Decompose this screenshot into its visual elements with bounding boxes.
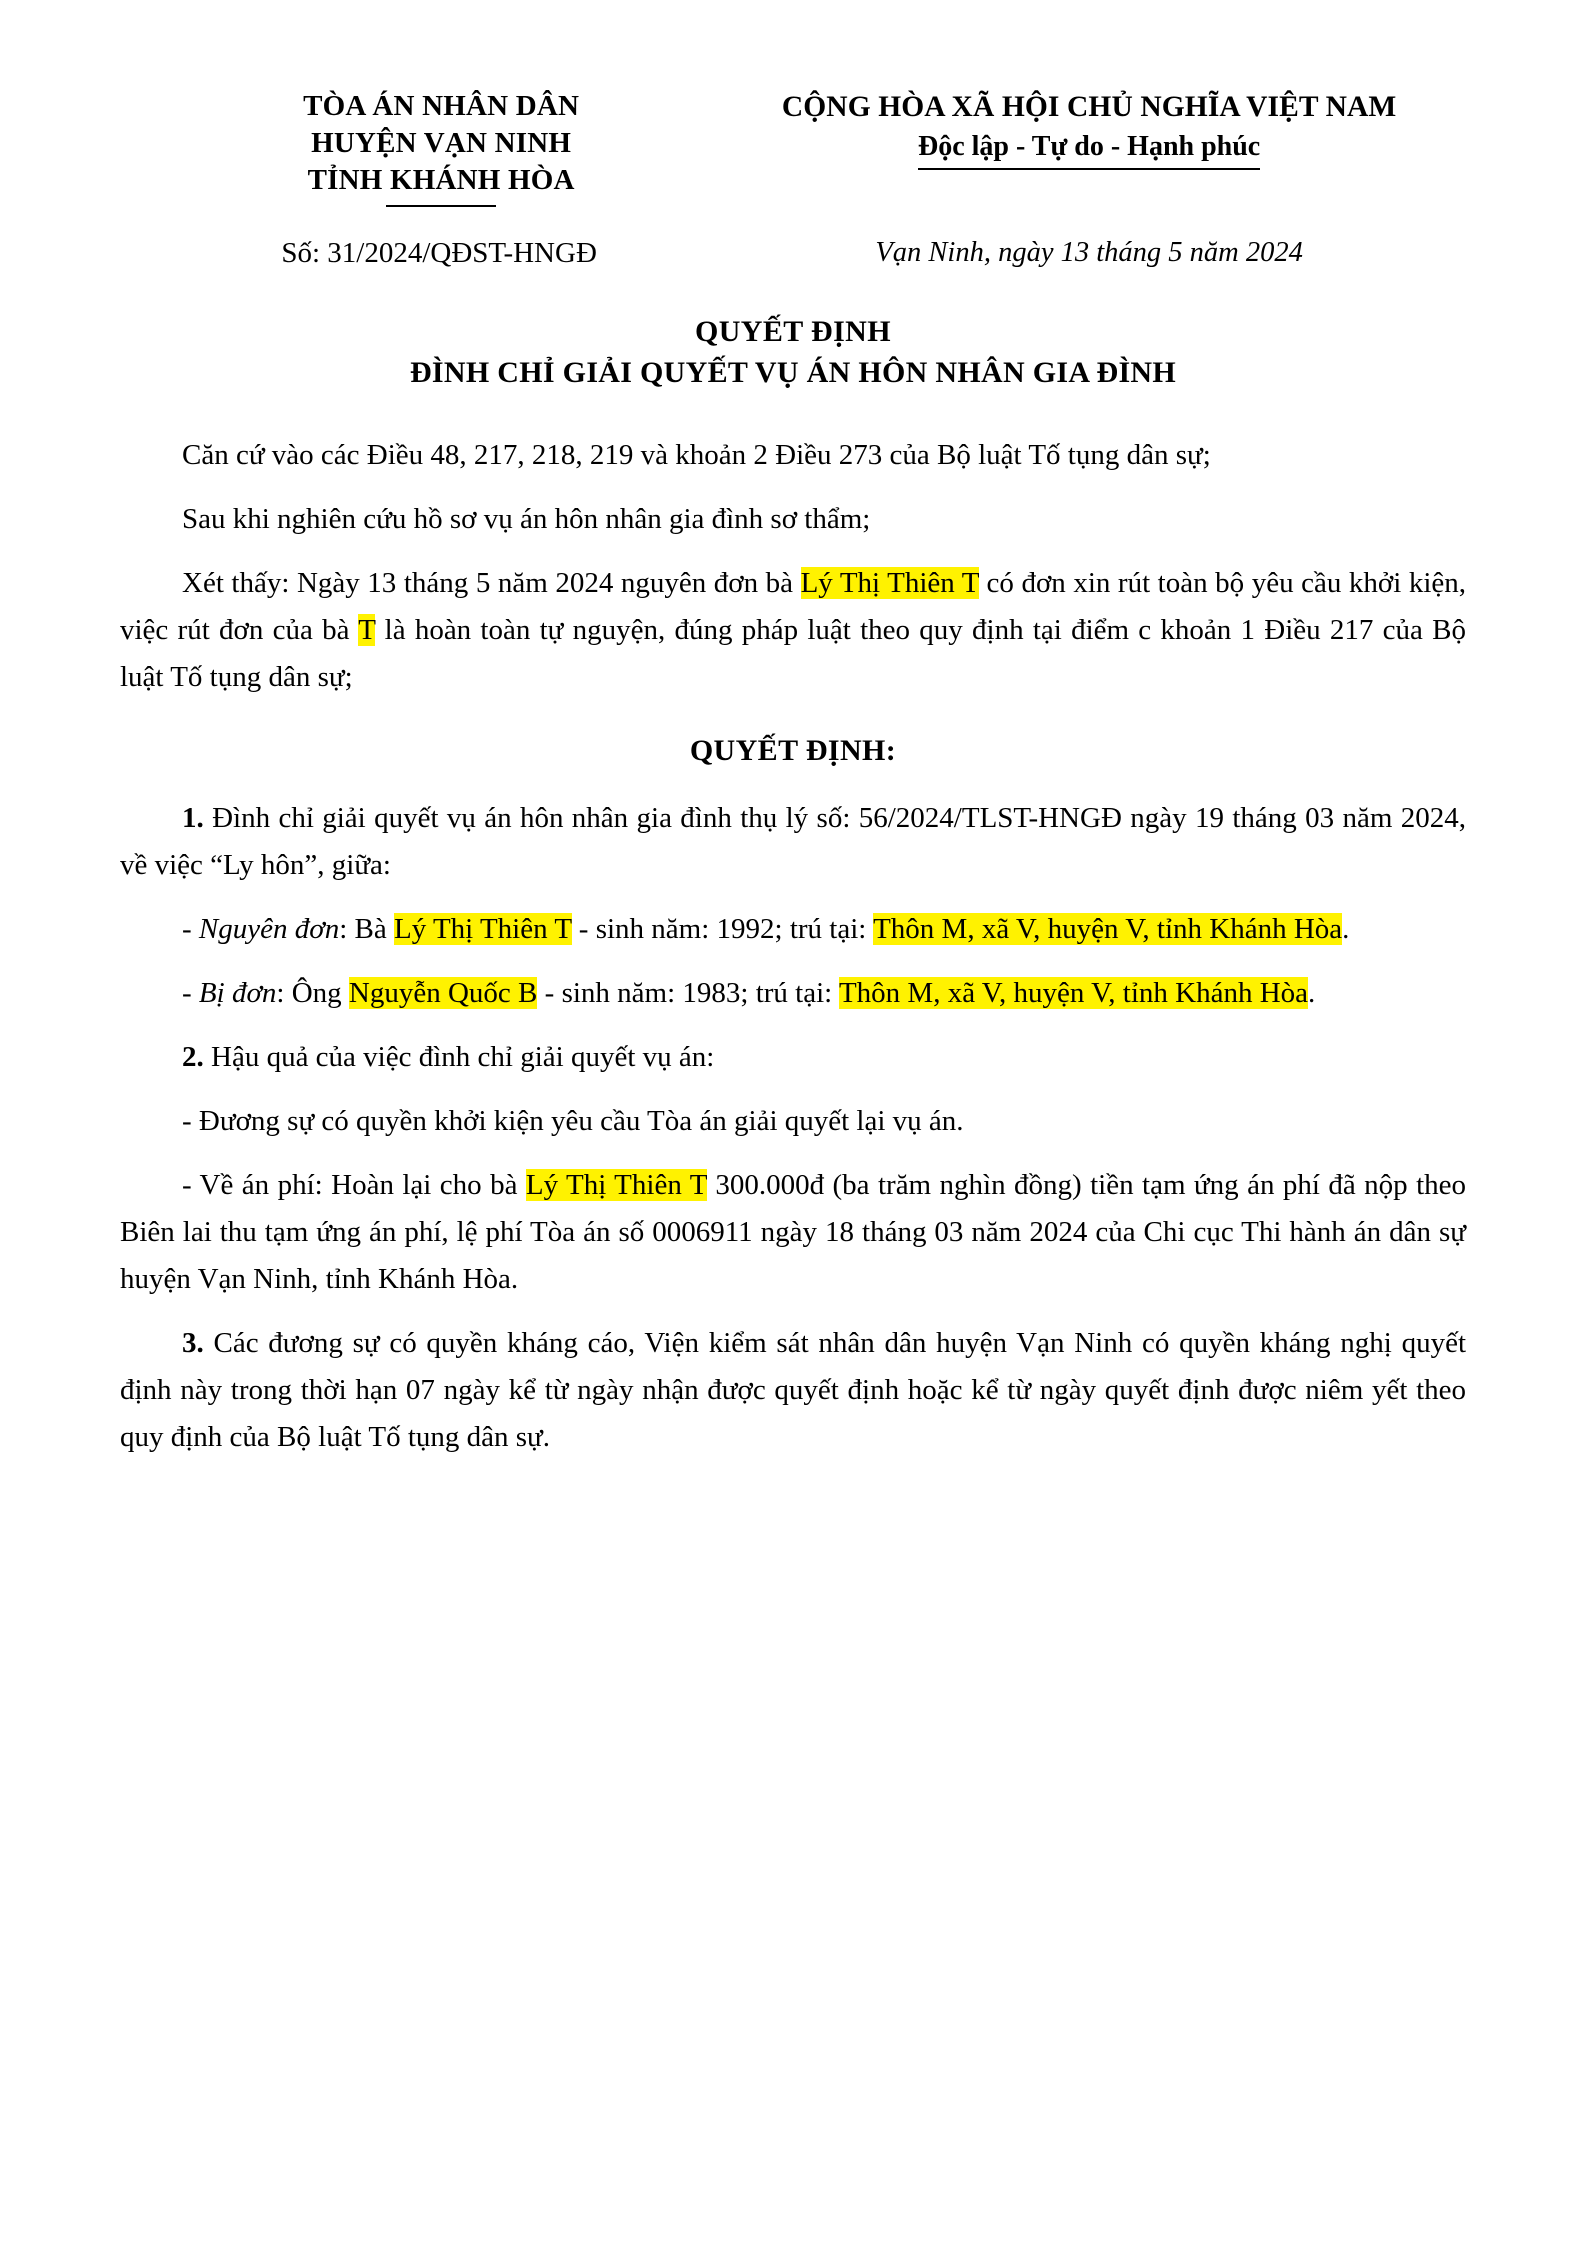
national-title: CỘNG HÒA XÃ HỘI CHỦ NGHĨA VIỆT NAM bbox=[781, 91, 1397, 123]
paragraph-findings bbox=[120, 560, 1466, 701]
defendant-prefix: : Ông bbox=[276, 977, 349, 1010]
court-fee-text-part-1: - Về án phí: Hoàn lại cho bà bbox=[182, 1169, 526, 1202]
paragraph-file-review: Sau khi nghiên cứu hồ sơ vụ án hôn nhân gia đình sơ thẩm; bbox=[182, 502, 871, 535]
plaintiff-name-highlight-1: Lý Thị Thiên T bbox=[800, 566, 979, 599]
plaintiff-prefix: : Bà bbox=[339, 913, 395, 946]
plaintiff-name: Lý Thị Thiên T bbox=[394, 913, 572, 946]
defendant-address: Thôn M, xã V, huyện V, tỉnh Khánh Hòa bbox=[838, 977, 1309, 1010]
decision-item-3 bbox=[120, 1320, 1466, 1461]
defendant-dash: - bbox=[182, 977, 199, 1010]
document-number: Số: 31/2024/QĐST-HNGĐ bbox=[281, 237, 597, 270]
decision-item-1 bbox=[120, 795, 1466, 889]
national-block bbox=[712, 88, 1466, 170]
document-body bbox=[120, 432, 1466, 1461]
plaintiff-label: Nguyên đơn bbox=[198, 913, 340, 946]
place-and-date: Vạn Ninh, ngày 13 tháng 5 năm 2024 bbox=[875, 237, 1303, 269]
court-fee-text-part-2: 300.000đ (ba trăm nghìn đồng) tiền tạm ứng án phí đã nộp theo Biên lai thu tạm ứng án phí, lệ phí Tòa án số 0006911 ngày 18 tháng 03 năm 2024 của Chi cục Thi hành án dân sự huyện Vạn Ninh, tỉnh Khánh Hòa. bbox=[120, 1169, 1467, 1296]
decision-heading: QUYẾT ĐỊNH: bbox=[689, 733, 897, 767]
item-1-number: 1. bbox=[182, 802, 204, 835]
item-2-court-fee bbox=[120, 1162, 1466, 1303]
defendant-line bbox=[120, 970, 1466, 1017]
item-3-number: 3. bbox=[182, 1326, 204, 1359]
findings-text-part-1: Xét thấy: Ngày 13 tháng 5 năm 2024 nguyên đơn bà bbox=[182, 566, 801, 599]
document-subheader bbox=[120, 237, 1466, 270]
defendant-birth-year: - sinh năm: 1983; trú tại: bbox=[537, 977, 839, 1010]
page-subtitle: ĐÌNH CHỈ GIẢI QUYẾT VỤ ÁN HÔN NHÂN GIA ĐÌNH bbox=[409, 356, 1177, 390]
item-2-number: 2. bbox=[182, 1041, 204, 1074]
document-header bbox=[120, 88, 1466, 207]
page-title: QUYẾT ĐỊNH bbox=[695, 315, 891, 349]
court-block bbox=[120, 88, 712, 207]
plaintiff-dash: - bbox=[182, 913, 199, 946]
court-fee-plaintiff-name: Lý Thị Thiên T bbox=[525, 1169, 707, 1202]
court-name-line-2: HUYỆN VẠN NINH bbox=[311, 127, 572, 160]
document-titles bbox=[120, 312, 1466, 394]
item-1-text: Đình chỉ giải quyết vụ án hôn nhân gia đình thụ lý số: 56/2024/TLST-HNGĐ ngày 19 tháng 03 năm 2024, về việc “Ly hôn”, giữa: bbox=[120, 802, 1466, 882]
plaintiff-name-highlight-2: T bbox=[358, 613, 376, 646]
defendant-line-end: . bbox=[1308, 977, 1316, 1010]
court-name-line-3: TỈNH KHÁNH HÒA bbox=[307, 164, 575, 197]
findings-text-part-2: có đơn xin rút toàn bộ yêu cầu khởi kiện, việc rút đơn của bà bbox=[120, 566, 1467, 646]
paragraph-legal-basis: Căn cứ vào các Điều 48, 217, 218, 219 và khoản 2 Điều 273 của Bộ luật Tố tụng dân sự; bbox=[182, 438, 1211, 471]
defendant-name: Nguyễn Quốc B bbox=[348, 977, 538, 1010]
plaintiff-address: Thôn M, xã V, huyện V, tỉnh Khánh Hòa bbox=[873, 913, 1343, 946]
court-name-line-1: TÒA ÁN NHÂN DÂN bbox=[303, 90, 580, 122]
item-3-text: Các đương sự có quyền kháng cáo, Viện kiểm sát nhân dân huyện Vạn Ninh có quyền kháng nghị quyết định này trong thời hạn 07 ngày kể từ ngày nhận được quyết định hoặc kể từ ngày quyết định được niêm yết theo quy định của Bộ luật Tố tụng dân sự. bbox=[120, 1326, 1466, 1453]
decision-item-2 bbox=[120, 1034, 1466, 1081]
defendant-label: Bị đơn bbox=[198, 977, 277, 1010]
horizontal-divider bbox=[386, 205, 496, 207]
plaintiff-birth-year: - sinh năm: 1992; trú tại: bbox=[571, 913, 874, 946]
plaintiff-line bbox=[120, 906, 1466, 953]
plaintiff-line-end: . bbox=[1342, 913, 1350, 946]
national-motto: Độc lập - Tự do - Hạnh phúc bbox=[918, 129, 1260, 169]
findings-text-part-3: là hoàn toàn tự nguyện, đúng pháp luật theo quy định tại điểm c khoản 1 Điều 217 của Bộ luật Tố tụng dân sự; bbox=[120, 613, 1466, 693]
item-2-text: Hậu quả của việc đình chỉ giải quyết vụ án: bbox=[203, 1041, 715, 1074]
item-2-bullet-relitigate: - Đương sự có quyền khởi kiện yêu cầu Tòa án giải quyết lại vụ án. bbox=[182, 1105, 964, 1138]
